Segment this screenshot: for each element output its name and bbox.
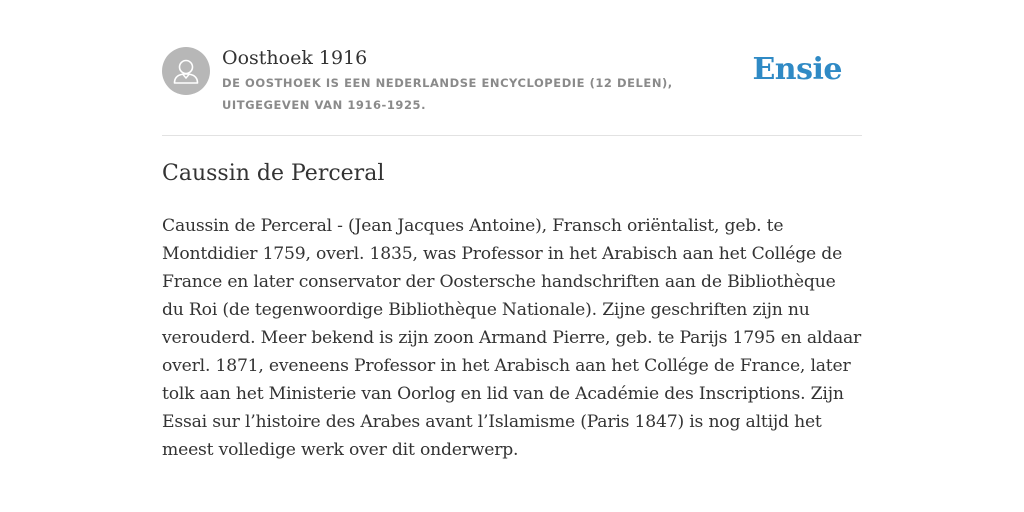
header-divider (162, 135, 862, 136)
article-body: Caussin de Perceral - (Jean Jacques Antoine), Fransch oriëntalist, geb. te Montdidier 1759, overl. 1835, was Professor in het Arabisch aan het Collége de France en later conservator der Oostersche handschriften aan de Bibliothèque du Roi (de tegenwoordige Bibliothèque Nationale). Zijne geschriften zijn nu verouderd. Meer bekend is zijn zoon Armand Pierre, geb. te Parijs 1795 en aldaar overl. 1871, eveneens Professor in het Arabisch aan het Collége de France, later tolk aan het Ministerie van Oorlog en lid van de Académie des Inscriptions. Zijn Essai sur l’histoire des Arabes avant l’Islamisme (Paris 1847) is nog altijd het meest volledige werk over dit onderwerp. (162, 216, 862, 460)
source-name[interactable]: Oosthoek 1916 (222, 47, 368, 69)
source-header (162, 46, 862, 136)
avatar[interactable] (162, 47, 210, 95)
article-title: Caussin de Perceral (162, 161, 385, 186)
user-icon (162, 47, 210, 95)
ensie-logo[interactable]: Ensie (752, 52, 842, 87)
source-description: DE OOSTHOEK IS EEN NEDERLANDSE ENCYCLOPEDIE (12 DELEN), UITGEGEVEN VAN 1916-1925. (222, 76, 673, 112)
